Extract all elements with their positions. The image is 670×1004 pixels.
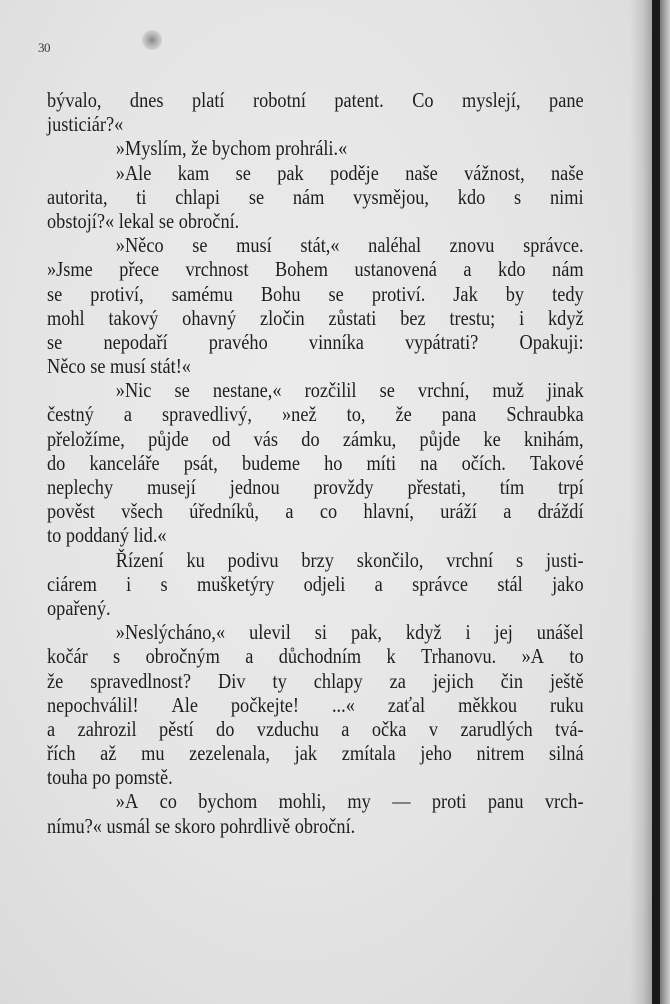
word: trestu;	[449, 305, 496, 330]
word: unášel	[536, 620, 584, 645]
word: to,	[346, 402, 366, 427]
word: měkkou	[458, 692, 518, 717]
word: pana	[441, 402, 477, 427]
word: do	[301, 426, 320, 451]
word: jednou	[229, 475, 280, 499]
word: »Nic	[115, 378, 152, 403]
word: i	[519, 305, 525, 330]
text-line	[47, 741, 584, 765]
text-line: justiciár?«	[47, 112, 124, 137]
word: chlapi	[175, 184, 221, 209]
text-line	[47, 548, 584, 572]
body-text	[47, 88, 584, 838]
page-number: 30	[38, 40, 50, 55]
word: a	[123, 402, 132, 427]
word: Bohu	[260, 281, 301, 306]
word: pane	[549, 88, 584, 112]
word: ke	[483, 426, 501, 451]
word: musí	[236, 233, 272, 258]
word: si	[314, 620, 328, 645]
word: ciárem	[47, 571, 97, 596]
word: musejí	[147, 475, 196, 499]
word: míti	[366, 450, 397, 475]
text-line	[47, 717, 584, 741]
word: když	[405, 620, 442, 645]
word: »Jsme	[47, 257, 93, 282]
word: se	[248, 184, 265, 209]
word: do	[216, 716, 235, 741]
word: přeložíme,	[47, 426, 125, 451]
word: pravého	[208, 329, 268, 354]
word: řích	[47, 741, 76, 766]
word: dnes	[129, 88, 164, 112]
word: úředníků,	[189, 499, 259, 524]
word: kam	[177, 160, 210, 185]
text-line	[47, 330, 584, 354]
word: proti	[431, 789, 467, 814]
paragraph	[47, 161, 584, 234]
word: autorita,	[47, 184, 108, 209]
word: myslejí,	[462, 88, 521, 112]
word: i	[126, 571, 132, 596]
word: ku	[186, 547, 205, 572]
paragraph	[47, 233, 584, 378]
word: ohavný	[182, 305, 237, 330]
word: nám	[292, 184, 325, 209]
paragraph	[47, 548, 584, 621]
text-line	[47, 161, 584, 185]
word: a	[245, 644, 254, 669]
word: robotní	[252, 88, 306, 112]
word: se	[328, 281, 344, 306]
word: zarudlých	[460, 716, 533, 741]
word: zámku,	[342, 426, 397, 451]
word: vinníka	[308, 329, 364, 354]
word: tím	[499, 475, 525, 499]
word: Div	[218, 668, 246, 693]
word: pak	[277, 160, 304, 185]
word: očka	[371, 716, 407, 741]
word: Řízení	[115, 547, 164, 572]
text-line	[47, 427, 584, 451]
text-line	[47, 282, 584, 306]
word: přestati,	[407, 475, 466, 499]
word: za	[389, 668, 406, 693]
text-line	[47, 789, 584, 813]
word: »Neslýcháno,«	[115, 620, 226, 645]
word: pověst	[47, 499, 95, 524]
word: psát,	[183, 450, 218, 475]
word: zůstati	[328, 305, 377, 330]
word: a	[285, 499, 294, 524]
word: to	[569, 644, 584, 669]
word: mu	[141, 741, 165, 766]
word: pak,	[350, 620, 382, 645]
word: my	[347, 789, 371, 814]
word: v	[428, 716, 439, 741]
word: odjeli	[303, 571, 346, 596]
word: kdo	[457, 184, 486, 209]
word: nám	[552, 257, 584, 282]
paragraph	[47, 88, 584, 136]
word: protiví,	[90, 281, 144, 306]
word: vrchnost	[185, 257, 249, 282]
book-spine	[652, 0, 660, 1004]
word: čin	[500, 668, 524, 693]
word: ulevil	[249, 620, 291, 645]
word: až	[100, 741, 117, 766]
word: kočár	[47, 644, 88, 669]
word: se	[174, 378, 190, 403]
word: by	[505, 281, 525, 306]
word: panu	[487, 789, 524, 814]
word: Schraubka	[506, 402, 584, 427]
paragraph	[47, 136, 584, 160]
text-line	[47, 475, 584, 499]
text-line: nímu?« usmál se skoro pohrdlivě obroční.	[47, 813, 356, 838]
word: vrchní,	[417, 378, 470, 403]
word: Jak	[453, 281, 478, 306]
word: justi-	[545, 547, 584, 572]
body-text-inner	[47, 88, 584, 838]
text-line	[47, 669, 584, 693]
word: správce	[412, 571, 469, 596]
word: vzduchu	[256, 716, 319, 741]
word: vrch-	[544, 789, 584, 814]
word: kdo	[498, 257, 526, 282]
word: kanceláře	[89, 450, 160, 475]
word: Trhanovu.	[421, 644, 497, 669]
word: tvá-	[555, 716, 584, 741]
word: ty	[272, 668, 287, 693]
word: ustanovená	[354, 257, 437, 282]
word: všech	[121, 499, 163, 524]
text-line: »Myslím, že bychom prohráli.«	[115, 136, 348, 161]
word: se	[192, 233, 208, 258]
word: důchodním	[278, 644, 362, 669]
text-line	[47, 499, 584, 523]
text-line	[47, 644, 584, 668]
word: podivu	[227, 547, 279, 572]
word: spravedlnost?	[90, 668, 191, 693]
word: znovu	[449, 233, 495, 258]
word: čestný	[47, 402, 94, 427]
word: že	[47, 668, 64, 693]
word: pěstí	[159, 716, 194, 741]
word: půjde	[148, 426, 189, 451]
word: »A	[115, 789, 139, 814]
word: Opakuji:	[519, 329, 584, 354]
text-line: obstojí?« lekal se obroční.	[47, 208, 240, 233]
word: trpí	[558, 475, 584, 499]
page-edge-shadow	[630, 0, 652, 1004]
word: chlapy	[313, 668, 363, 693]
text-line	[47, 257, 584, 281]
word: a	[47, 716, 56, 741]
word: vrchní	[446, 547, 494, 572]
word: jak	[294, 741, 318, 766]
word: stál	[497, 571, 523, 596]
word: patent.	[334, 88, 384, 112]
text-line: Něco se musí stát!«	[47, 354, 191, 379]
text-line	[47, 402, 584, 426]
word: nepochválil!	[47, 692, 139, 717]
word: »Něco	[115, 233, 164, 258]
word: zločin	[259, 305, 305, 330]
word: bychom	[198, 789, 258, 814]
text-line	[47, 233, 584, 257]
word: poděje	[330, 160, 379, 185]
word: očích.	[461, 450, 506, 475]
word: muž	[492, 378, 524, 403]
word: do	[47, 450, 66, 475]
word: vysmějou,	[353, 184, 430, 209]
word: ti	[136, 184, 147, 209]
text-line	[47, 185, 584, 209]
word: jako	[552, 571, 584, 596]
text-line	[47, 306, 584, 330]
word: nitrem	[476, 741, 525, 766]
word: zmítala	[341, 741, 396, 766]
word: protiví.	[371, 281, 426, 306]
word: ještě	[550, 668, 584, 693]
text-line: touha po pomstě.	[47, 765, 173, 790]
text-line	[47, 88, 584, 112]
word: ...«	[331, 692, 355, 717]
text-line	[47, 378, 584, 402]
word: nestane,«	[212, 378, 282, 403]
word: jejich	[432, 668, 474, 693]
word: tedy	[552, 281, 584, 306]
word: na	[420, 450, 438, 475]
word: »než	[282, 402, 317, 427]
word: bez	[400, 305, 426, 330]
word: co	[159, 789, 177, 814]
ink-smudge	[142, 30, 162, 50]
word: naše	[551, 160, 584, 185]
word: »A	[521, 644, 544, 669]
text-line	[47, 620, 584, 644]
word: přece	[119, 257, 159, 282]
word: nimi	[549, 184, 584, 209]
word: brzy	[301, 547, 334, 572]
word: nepodaří	[103, 329, 168, 354]
word: zahrozil	[77, 716, 137, 741]
paragraph	[47, 378, 584, 547]
word: a	[463, 257, 472, 282]
word: správce.	[523, 233, 584, 258]
word: jej	[494, 620, 513, 645]
word: se	[47, 329, 63, 354]
word: ho	[324, 450, 343, 475]
word: —	[392, 789, 411, 814]
word: obročným	[145, 644, 220, 669]
word: platí	[191, 88, 225, 112]
word: počkejte!	[230, 692, 300, 717]
word: mohli,	[278, 789, 327, 814]
paragraph	[47, 620, 584, 789]
word: s	[160, 571, 168, 596]
word: i	[465, 620, 471, 645]
word: co	[319, 499, 338, 524]
word: se	[47, 281, 63, 306]
paragraph	[47, 789, 584, 837]
word: vážnost,	[464, 160, 525, 185]
word: a	[503, 499, 512, 524]
word: Co	[412, 88, 434, 112]
word: s	[515, 547, 524, 572]
word: samému	[171, 281, 233, 306]
word: bývalo,	[47, 88, 102, 112]
book-spine-edge	[660, 0, 670, 1004]
word: s	[514, 184, 522, 209]
word: jeho	[420, 741, 452, 766]
word: rozčilil	[304, 378, 357, 403]
word: silná	[548, 741, 584, 766]
word: k	[386, 644, 396, 669]
word: že	[395, 402, 412, 427]
word: a	[374, 571, 383, 596]
word: takový	[108, 305, 159, 330]
word: knihám,	[524, 426, 584, 451]
word: jinak	[546, 378, 584, 403]
word: naše	[405, 160, 438, 185]
word: půjde	[419, 426, 461, 451]
word: mohl	[47, 305, 85, 330]
text-line: opařený.	[47, 595, 111, 620]
word: vypátrati?	[405, 329, 479, 354]
word: Bohem	[275, 257, 328, 282]
word: zezelenala,	[189, 741, 270, 766]
word: hlavní,	[363, 499, 414, 524]
word: a	[341, 716, 350, 741]
word: »Ale	[115, 160, 152, 185]
word: vás	[253, 426, 279, 451]
word: ruku	[550, 692, 584, 717]
word: Takové	[529, 450, 584, 475]
word: dráždí	[537, 499, 584, 524]
word: spravedlivý,	[161, 402, 253, 427]
word: budeme	[241, 450, 300, 475]
word: od	[212, 426, 231, 451]
word: provždy	[313, 475, 374, 499]
text-line	[47, 572, 584, 596]
word: když	[548, 305, 584, 330]
word: mušketýry	[196, 571, 275, 596]
word: zaťal	[387, 692, 426, 717]
word: Ale	[171, 692, 198, 717]
word: se	[235, 160, 251, 185]
text-line	[47, 693, 584, 717]
word: skončilo,	[356, 547, 424, 572]
word: s	[113, 644, 121, 669]
text-line: to poddaný lid.«	[47, 523, 167, 548]
word: stát,«	[300, 233, 340, 258]
word: uráží	[440, 499, 477, 524]
word: naléhal	[368, 233, 422, 258]
word: neplechy	[47, 475, 114, 499]
text-line	[47, 451, 584, 475]
word: se	[379, 378, 395, 403]
